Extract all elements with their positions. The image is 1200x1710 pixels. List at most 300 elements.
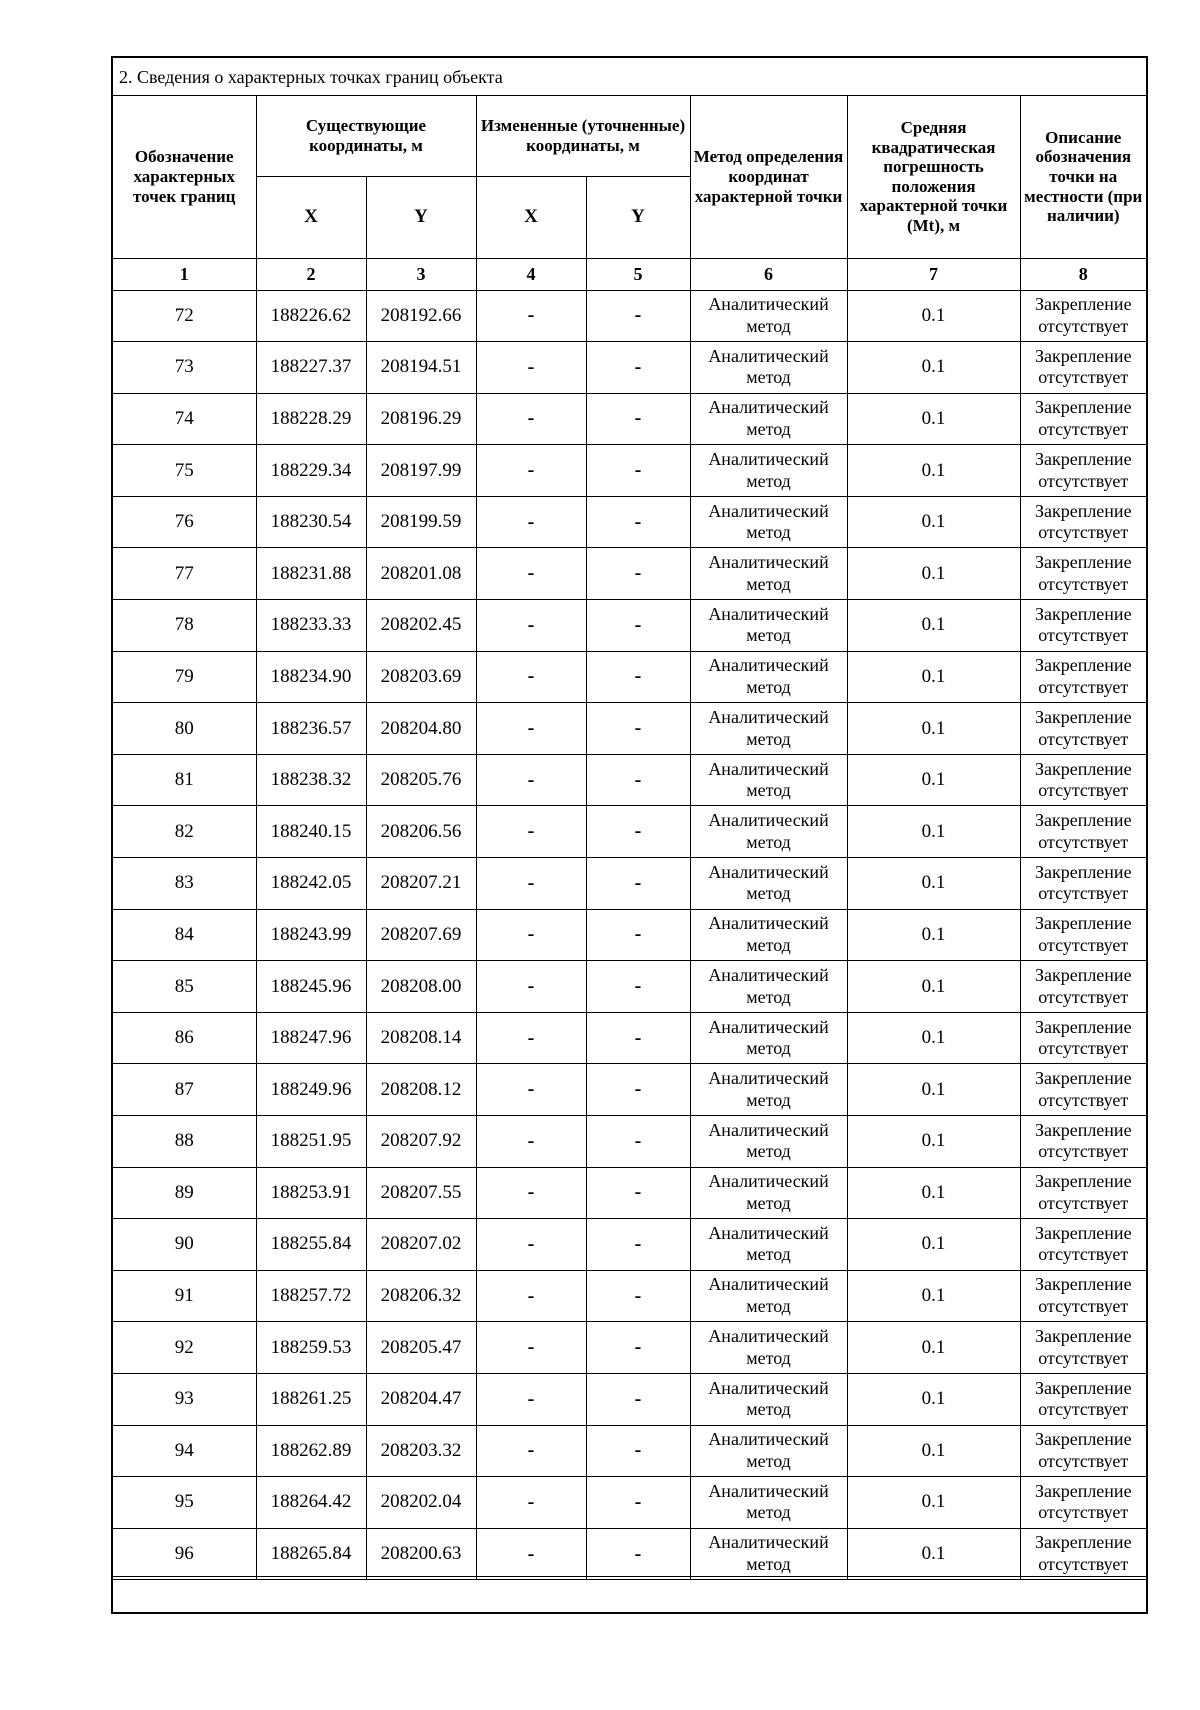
method-cell (690, 961, 847, 1013)
error-cell: 0.1 (847, 1270, 1020, 1322)
changed-x-cell: - (476, 1270, 586, 1322)
changed-x-cell: - (476, 909, 586, 961)
description-line-2: отсутствует (1038, 522, 1129, 543)
table-row (113, 1528, 1146, 1580)
existing-x-cell: 188238.32 (256, 754, 366, 806)
description-cell (1020, 858, 1146, 910)
changed-y-cell: - (586, 393, 690, 445)
changed-y-cell: - (586, 858, 690, 910)
method-cell (690, 393, 847, 445)
point-cell: 86 (113, 1012, 256, 1064)
description-cell (1020, 1528, 1146, 1580)
description-cell (1020, 496, 1146, 548)
method-line-2: метод (746, 470, 791, 491)
existing-y-cell: 208202.45 (366, 600, 476, 652)
existing-y-cell: 208207.69 (366, 909, 476, 961)
description-cell (1020, 1477, 1146, 1529)
existing-x-cell: 188257.72 (256, 1270, 366, 1322)
existing-x-cell: 188247.96 (256, 1012, 366, 1064)
changed-x-cell: - (476, 1477, 586, 1529)
changed-y-cell: - (586, 1270, 690, 1322)
header-existing-x: X (256, 176, 366, 258)
existing-y-cell: 208208.12 (366, 1064, 476, 1116)
method-line-1: Аналитический (708, 448, 829, 469)
existing-y-cell: 208194.51 (366, 342, 476, 394)
point-cell: 80 (113, 703, 256, 755)
existing-x-cell: 188228.29 (256, 393, 366, 445)
method-line-1: Аналитический (708, 552, 829, 573)
point-cell: 77 (113, 548, 256, 600)
changed-x-cell: - (476, 1322, 586, 1374)
method-cell (690, 496, 847, 548)
description-line-2: отсутствует (1038, 1192, 1129, 1213)
existing-y-cell: 208207.55 (366, 1167, 476, 1219)
description-line-2: отсутствует (1038, 367, 1129, 388)
table-row (113, 1270, 1146, 1322)
table-row (113, 909, 1146, 961)
empty-footer-row (113, 1576, 1146, 1612)
description-cell (1020, 1425, 1146, 1477)
changed-y-cell: - (586, 445, 690, 497)
description-cell (1020, 600, 1146, 652)
method-line-2: метод (746, 934, 791, 955)
description-line-2: отсутствует (1038, 1296, 1129, 1317)
boundary-points-table (113, 96, 1146, 1580)
error-cell: 0.1 (847, 858, 1020, 910)
existing-x-cell: 188227.37 (256, 342, 366, 394)
description-cell (1020, 1064, 1146, 1116)
description-line-2: отсутствует (1038, 780, 1129, 801)
method-line-1: Аналитический (708, 758, 829, 779)
method-line-2: метод (746, 883, 791, 904)
header-existing-coords: Существующие координаты, м (256, 96, 476, 176)
error-cell: 0.1 (847, 1477, 1020, 1529)
description-cell (1020, 393, 1146, 445)
header-changed-y: Y (586, 176, 690, 258)
table-row (113, 858, 1146, 910)
existing-y-cell: 208204.80 (366, 703, 476, 755)
description-line-2: отсутствует (1038, 1502, 1129, 1523)
method-cell (690, 548, 847, 600)
method-line-2: метод (746, 367, 791, 388)
changed-y-cell: - (586, 1219, 690, 1271)
changed-y-cell: - (586, 1477, 690, 1529)
header-point: Обозначение характерных точек границ (113, 96, 256, 258)
description-line-2: отсутствует (1038, 1141, 1129, 1162)
existing-x-cell: 188230.54 (256, 496, 366, 548)
description-cell (1020, 1116, 1146, 1168)
existing-x-cell: 188240.15 (256, 806, 366, 858)
existing-x-cell: 188242.05 (256, 858, 366, 910)
changed-x-cell: - (476, 600, 586, 652)
changed-x-cell: - (476, 290, 586, 342)
column-number: 6 (690, 258, 847, 290)
method-line-2: метод (746, 625, 791, 646)
description-cell (1020, 909, 1146, 961)
method-line-2: метод (746, 986, 791, 1007)
changed-y-cell: - (586, 1322, 690, 1374)
description-line-1: Закрепление (1034, 810, 1132, 831)
description-line-1: Закрепление (1034, 294, 1132, 315)
changed-y-cell: - (586, 1012, 690, 1064)
table-row (113, 1322, 1146, 1374)
existing-x-cell: 188234.90 (256, 651, 366, 703)
existing-y-cell: 208207.92 (366, 1116, 476, 1168)
description-cell (1020, 342, 1146, 394)
column-number: 3 (366, 258, 476, 290)
description-cell (1020, 1270, 1146, 1322)
existing-y-cell: 208204.47 (366, 1373, 476, 1425)
description-cell (1020, 1373, 1146, 1425)
description-line-2: отсутствует (1038, 831, 1129, 852)
boundary-points-document (111, 56, 1148, 1614)
table-row (113, 1373, 1146, 1425)
changed-y-cell: - (586, 703, 690, 755)
changed-y-cell: - (586, 909, 690, 961)
changed-y-cell: - (586, 548, 690, 600)
method-line-1: Аналитический (708, 964, 829, 985)
existing-x-cell: 188265.84 (256, 1528, 366, 1580)
description-line-1: Закрепление (1034, 1429, 1132, 1450)
existing-y-cell: 208196.29 (366, 393, 476, 445)
description-cell (1020, 1219, 1146, 1271)
method-line-2: метод (746, 315, 791, 336)
description-line-2: отсутствует (1038, 883, 1129, 904)
method-cell (690, 909, 847, 961)
column-number: 1 (113, 258, 256, 290)
description-line-1: Закрепление (1034, 603, 1132, 624)
existing-x-cell: 188253.91 (256, 1167, 366, 1219)
changed-y-cell: - (586, 496, 690, 548)
existing-y-cell: 208208.00 (366, 961, 476, 1013)
column-numbers-row (113, 258, 1146, 290)
existing-y-cell: 208205.76 (366, 754, 476, 806)
description-line-1: Закрепление (1034, 448, 1132, 469)
changed-x-cell: - (476, 1219, 586, 1271)
existing-y-cell: 208203.32 (366, 1425, 476, 1477)
point-cell: 96 (113, 1528, 256, 1580)
description-line-2: отсутствует (1038, 1450, 1129, 1471)
header-row-1 (113, 96, 1146, 176)
table-row (113, 1167, 1146, 1219)
description-line-2: отсутствует (1038, 1244, 1129, 1265)
method-line-2: метод (746, 676, 791, 697)
error-cell: 0.1 (847, 1116, 1020, 1168)
table-row (113, 445, 1146, 497)
method-line-1: Аналитический (708, 1016, 829, 1037)
method-line-1: Аналитический (708, 913, 829, 934)
method-cell (690, 1373, 847, 1425)
table-row (113, 290, 1146, 342)
header-error: Средняя квадратическая погрешность положения характерной точки (Mt), м (847, 96, 1020, 258)
method-line-2: метод (746, 1502, 791, 1523)
point-cell: 82 (113, 806, 256, 858)
description-line-1: Закрепление (1034, 1068, 1132, 1089)
existing-x-cell: 188249.96 (256, 1064, 366, 1116)
changed-x-cell: - (476, 342, 586, 394)
existing-y-cell: 208205.47 (366, 1322, 476, 1374)
method-line-2: метод (746, 1296, 791, 1317)
point-cell: 91 (113, 1270, 256, 1322)
description-line-2: отсутствует (1038, 418, 1129, 439)
changed-y-cell: - (586, 806, 690, 858)
changed-y-cell: - (586, 1167, 690, 1219)
point-cell: 88 (113, 1116, 256, 1168)
description-cell (1020, 290, 1146, 342)
method-line-1: Аналитический (708, 1326, 829, 1347)
description-line-2: отсутствует (1038, 625, 1129, 646)
error-cell: 0.1 (847, 909, 1020, 961)
existing-x-cell: 188233.33 (256, 600, 366, 652)
existing-y-cell: 208199.59 (366, 496, 476, 548)
method-cell (690, 651, 847, 703)
method-cell (690, 1012, 847, 1064)
existing-x-cell: 188262.89 (256, 1425, 366, 1477)
description-line-1: Закрепление (1034, 1532, 1132, 1553)
table-row (113, 754, 1146, 806)
method-line-2: метод (746, 1192, 791, 1213)
point-cell: 90 (113, 1219, 256, 1271)
description-line-1: Закрепление (1034, 1171, 1132, 1192)
error-cell: 0.1 (847, 1064, 1020, 1116)
changed-x-cell: - (476, 496, 586, 548)
method-cell (690, 1270, 847, 1322)
point-cell: 81 (113, 754, 256, 806)
header-description: Описание обозначения точки на местности (при наличии) (1020, 96, 1146, 258)
point-cell: 78 (113, 600, 256, 652)
table-row (113, 703, 1146, 755)
method-cell (690, 1064, 847, 1116)
changed-y-cell: - (586, 1528, 690, 1580)
point-cell: 74 (113, 393, 256, 445)
description-cell (1020, 754, 1146, 806)
description-line-1: Закрепление (1034, 1480, 1132, 1501)
method-cell (690, 754, 847, 806)
existing-y-cell: 208207.02 (366, 1219, 476, 1271)
existing-x-cell: 188229.34 (256, 445, 366, 497)
error-cell: 0.1 (847, 1219, 1020, 1271)
changed-x-cell: - (476, 703, 586, 755)
method-line-1: Аналитический (708, 1119, 829, 1140)
description-line-1: Закрепление (1034, 1274, 1132, 1295)
description-cell (1020, 1012, 1146, 1064)
error-cell: 0.1 (847, 754, 1020, 806)
existing-x-cell: 188255.84 (256, 1219, 366, 1271)
table-row (113, 961, 1146, 1013)
table-row (113, 1425, 1146, 1477)
table-row (113, 496, 1146, 548)
section-title: 2. Сведения о характерных точках границ объекта (113, 58, 1146, 96)
changed-x-cell: - (476, 548, 586, 600)
method-line-1: Аналитический (708, 345, 829, 366)
method-line-1: Аналитический (708, 1222, 829, 1243)
existing-y-cell: 208203.69 (366, 651, 476, 703)
changed-x-cell: - (476, 445, 586, 497)
description-line-2: отсутствует (1038, 315, 1129, 336)
method-cell (690, 1219, 847, 1271)
description-line-1: Закрепление (1034, 1326, 1132, 1347)
changed-x-cell: - (476, 1012, 586, 1064)
description-cell (1020, 445, 1146, 497)
description-line-1: Закрепление (1034, 1016, 1132, 1037)
method-cell (690, 445, 847, 497)
description-cell (1020, 961, 1146, 1013)
description-line-2: отсутствует (1038, 676, 1129, 697)
point-cell: 72 (113, 290, 256, 342)
description-line-2: отсутствует (1038, 573, 1129, 594)
changed-x-cell: - (476, 1064, 586, 1116)
method-cell (690, 703, 847, 755)
point-cell: 85 (113, 961, 256, 1013)
changed-x-cell: - (476, 1373, 586, 1425)
method-line-2: метод (746, 1089, 791, 1110)
changed-y-cell: - (586, 651, 690, 703)
header-changed-x: X (476, 176, 586, 258)
table-row (113, 600, 1146, 652)
changed-x-cell: - (476, 651, 586, 703)
method-cell (690, 290, 847, 342)
changed-y-cell: - (586, 342, 690, 394)
method-cell (690, 858, 847, 910)
method-line-2: метод (746, 1450, 791, 1471)
error-cell: 0.1 (847, 290, 1020, 342)
method-line-1: Аналитический (708, 294, 829, 315)
changed-x-cell: - (476, 858, 586, 910)
description-line-1: Закрепление (1034, 500, 1132, 521)
method-line-1: Аналитический (708, 1171, 829, 1192)
changed-y-cell: - (586, 290, 690, 342)
description-line-2: отсутствует (1038, 470, 1129, 491)
description-line-2: отсутствует (1038, 1399, 1129, 1420)
error-cell: 0.1 (847, 651, 1020, 703)
method-line-1: Аналитический (708, 861, 829, 882)
method-line-1: Аналитический (708, 1429, 829, 1450)
table-row (113, 1116, 1146, 1168)
point-cell: 75 (113, 445, 256, 497)
table-row (113, 1219, 1146, 1271)
error-cell: 0.1 (847, 961, 1020, 1013)
changed-x-cell: - (476, 1425, 586, 1477)
description-line-1: Закрепление (1034, 655, 1132, 676)
existing-y-cell: 208200.63 (366, 1528, 476, 1580)
description-line-2: отсутствует (1038, 986, 1129, 1007)
existing-x-cell: 188251.95 (256, 1116, 366, 1168)
changed-y-cell: - (586, 754, 690, 806)
existing-y-cell: 208208.14 (366, 1012, 476, 1064)
existing-x-cell: 188264.42 (256, 1477, 366, 1529)
existing-x-cell: 188243.99 (256, 909, 366, 961)
existing-y-cell: 208206.32 (366, 1270, 476, 1322)
method-line-1: Аналитический (708, 1377, 829, 1398)
method-line-1: Аналитический (708, 655, 829, 676)
description-cell (1020, 548, 1146, 600)
table-row (113, 393, 1146, 445)
table-row (113, 548, 1146, 600)
table-row (113, 1477, 1146, 1529)
table-row (113, 806, 1146, 858)
method-line-2: метод (746, 780, 791, 801)
description-line-2: отсутствует (1038, 728, 1129, 749)
description-line-2: отсутствует (1038, 1554, 1129, 1575)
error-cell: 0.1 (847, 548, 1020, 600)
existing-x-cell: 188231.88 (256, 548, 366, 600)
existing-x-cell: 188245.96 (256, 961, 366, 1013)
method-line-2: метод (746, 831, 791, 852)
point-cell: 87 (113, 1064, 256, 1116)
table-row (113, 342, 1146, 394)
changed-y-cell: - (586, 1064, 690, 1116)
method-line-2: метод (746, 522, 791, 543)
description-line-1: Закрепление (1034, 861, 1132, 882)
header-changed-coords: Измененные (уточненные) координаты, м (476, 96, 690, 176)
point-cell: 73 (113, 342, 256, 394)
method-line-1: Аналитический (708, 500, 829, 521)
changed-y-cell: - (586, 600, 690, 652)
changed-x-cell: - (476, 1116, 586, 1168)
point-cell: 76 (113, 496, 256, 548)
header-existing-y: Y (366, 176, 476, 258)
description-line-1: Закрепление (1034, 706, 1132, 727)
changed-y-cell: - (586, 961, 690, 1013)
changed-y-cell: - (586, 1116, 690, 1168)
column-number: 4 (476, 258, 586, 290)
existing-y-cell: 208201.08 (366, 548, 476, 600)
error-cell: 0.1 (847, 600, 1020, 652)
existing-y-cell: 208202.04 (366, 1477, 476, 1529)
method-line-1: Аналитический (708, 706, 829, 727)
description-line-1: Закрепление (1034, 758, 1132, 779)
changed-x-cell: - (476, 1167, 586, 1219)
error-cell: 0.1 (847, 1425, 1020, 1477)
error-cell: 0.1 (847, 342, 1020, 394)
table-row (113, 1012, 1146, 1064)
description-line-1: Закрепление (1034, 1377, 1132, 1398)
description-line-1: Закрепление (1034, 1119, 1132, 1140)
method-line-2: метод (746, 1347, 791, 1368)
error-cell: 0.1 (847, 703, 1020, 755)
method-cell (690, 1116, 847, 1168)
method-cell (690, 600, 847, 652)
method-cell (690, 806, 847, 858)
existing-x-cell: 188259.53 (256, 1322, 366, 1374)
method-cell (690, 1477, 847, 1529)
error-cell: 0.1 (847, 1373, 1020, 1425)
error-cell: 0.1 (847, 1528, 1020, 1580)
method-line-2: метод (746, 573, 791, 594)
point-cell: 94 (113, 1425, 256, 1477)
existing-x-cell: 188236.57 (256, 703, 366, 755)
changed-y-cell: - (586, 1373, 690, 1425)
existing-x-cell: 188261.25 (256, 1373, 366, 1425)
column-number: 5 (586, 258, 690, 290)
changed-y-cell: - (586, 1425, 690, 1477)
existing-y-cell: 208192.66 (366, 290, 476, 342)
description-line-1: Закрепление (1034, 964, 1132, 985)
existing-y-cell: 208207.21 (366, 858, 476, 910)
changed-x-cell: - (476, 961, 586, 1013)
error-cell: 0.1 (847, 393, 1020, 445)
method-line-2: метод (746, 728, 791, 749)
point-cell: 92 (113, 1322, 256, 1374)
method-line-1: Аналитический (708, 1532, 829, 1553)
method-cell (690, 342, 847, 394)
description-line-1: Закрепление (1034, 1222, 1132, 1243)
error-cell: 0.1 (847, 445, 1020, 497)
description-cell (1020, 806, 1146, 858)
column-number: 8 (1020, 258, 1146, 290)
method-line-1: Аналитический (708, 1274, 829, 1295)
point-cell: 93 (113, 1373, 256, 1425)
